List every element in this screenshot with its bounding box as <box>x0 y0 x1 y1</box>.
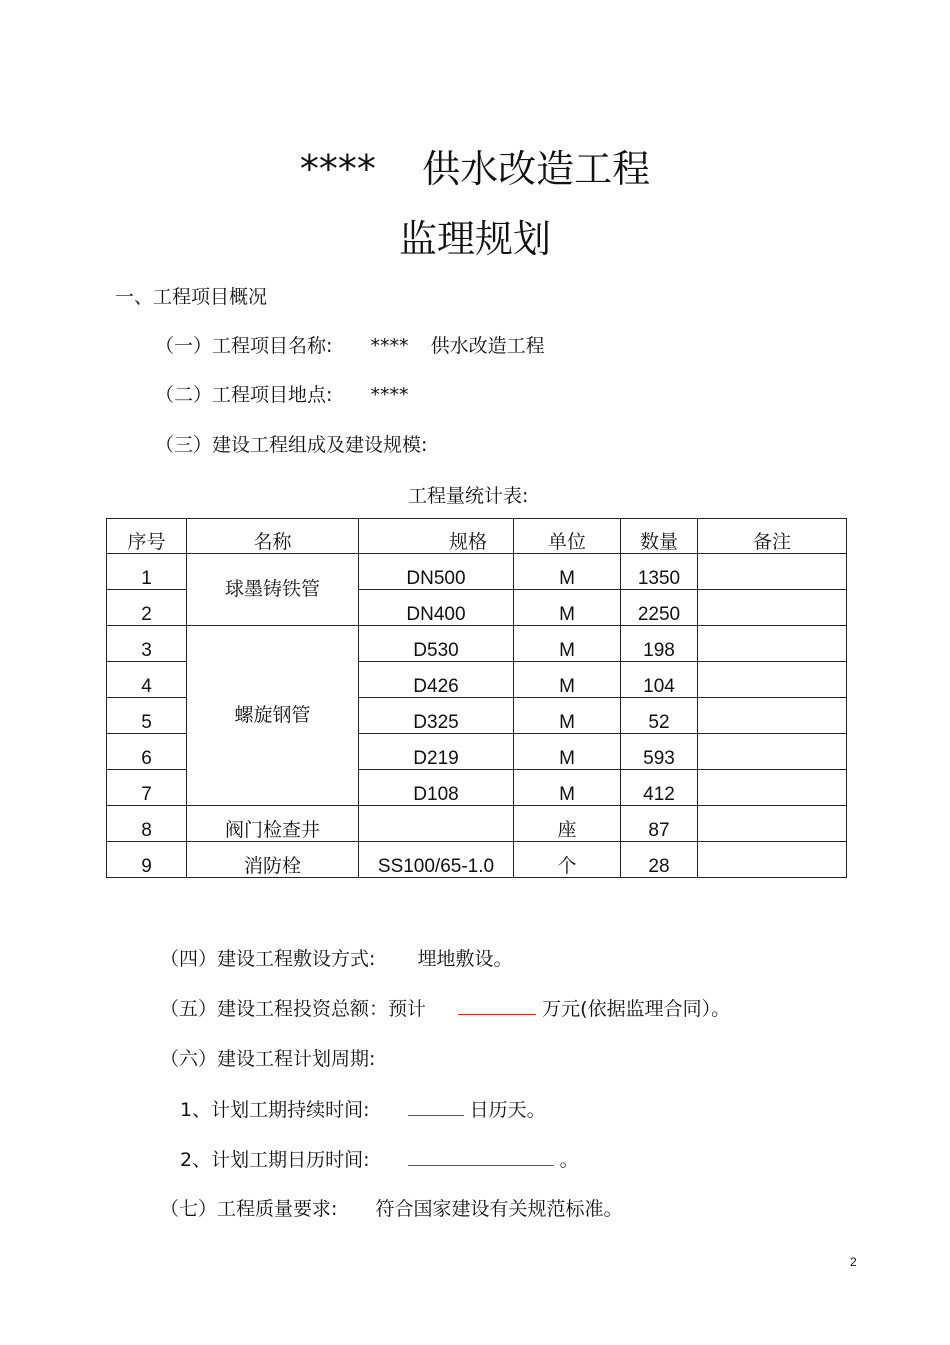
cell-qty: 104 <box>621 662 698 698</box>
cell-note <box>698 698 847 734</box>
cell-unit: M <box>514 770 621 806</box>
cell-note <box>698 662 847 698</box>
cell-name-valve-well: 阀门检查井 <box>187 806 359 842</box>
document-title <box>0 138 950 193</box>
cell-unit: 座 <box>514 806 621 842</box>
project-name-label: （一）工程项目名称: <box>155 335 333 357</box>
header-qty: 数量 <box>621 519 698 554</box>
cell-no: 6 <box>107 734 187 770</box>
calendar-line <box>180 1145 579 1172</box>
document-subtitle: 监理规划 <box>398 217 551 261</box>
section-heading: 一、工程项目概况 <box>115 286 268 308</box>
laying-method-value: 埋地敷设。 <box>417 948 513 970</box>
duration-days-blank[interactable] <box>408 1097 464 1116</box>
project-location-label: （二）工程项目地点: <box>155 384 333 406</box>
header-note: 备注 <box>698 519 847 554</box>
cell-spec <box>359 806 514 842</box>
project-name-stars: **** <box>370 335 409 357</box>
cell-note <box>698 842 847 878</box>
cell-no: 7 <box>107 770 187 806</box>
cell-qty: 28 <box>621 842 698 878</box>
investment-line <box>160 994 730 1021</box>
cell-qty: 198 <box>621 626 698 662</box>
cell-spec: DN500 <box>359 554 514 590</box>
cell-spec: DN400 <box>359 590 514 626</box>
cell-unit: 个 <box>514 842 621 878</box>
cell-qty: 1350 <box>621 554 698 590</box>
table-row <box>107 554 847 590</box>
cell-note <box>698 770 847 806</box>
cell-spec: D108 <box>359 770 514 806</box>
project-name-line <box>155 331 545 358</box>
cell-qty: 87 <box>621 806 698 842</box>
project-location-line <box>155 380 409 407</box>
header-no: 序号 <box>107 519 187 554</box>
cell-name-hydrant: 消防栓 <box>187 842 359 878</box>
duration-unit-text: 日历天。 <box>469 1099 546 1121</box>
cell-qty: 593 <box>621 734 698 770</box>
calendar-dates-blank[interactable] <box>408 1147 554 1166</box>
cell-note <box>698 734 847 770</box>
schedule-heading: （六）建设工程计划周期: <box>160 1048 376 1070</box>
quality-label: （七）工程质量要求: <box>160 1198 338 1220</box>
header-unit: 单位 <box>514 519 621 554</box>
cell-unit: M <box>514 590 621 626</box>
table-row <box>107 626 847 662</box>
quality-value: 符合国家建设有关规范标准。 <box>375 1198 623 1220</box>
table-row <box>107 806 847 842</box>
cell-unit: M <box>514 734 621 770</box>
quality-line <box>160 1194 623 1221</box>
header-name: 名称 <box>187 519 359 554</box>
cell-no: 3 <box>107 626 187 662</box>
cell-spec: SS100/65-1.0 <box>359 842 514 878</box>
cell-spec: D325 <box>359 698 514 734</box>
investment-label: （五）建设工程投资总额：预计 <box>160 998 427 1020</box>
page-number: 2 <box>850 1255 857 1269</box>
cell-name-ductile-iron: 球墨铸铁管 <box>187 554 359 626</box>
cell-spec: D426 <box>359 662 514 698</box>
quantity-table <box>106 518 847 878</box>
cell-no: 8 <box>107 806 187 842</box>
cell-unit: M <box>514 698 621 734</box>
cell-no: 4 <box>107 662 187 698</box>
cell-unit: M <box>514 662 621 698</box>
cell-spec: D219 <box>359 734 514 770</box>
title-project-name: 供水改造工程 <box>422 147 651 191</box>
project-location-value: **** <box>370 384 409 406</box>
cell-qty: 412 <box>621 770 698 806</box>
cell-qty: 2250 <box>621 590 698 626</box>
cell-note <box>698 554 847 590</box>
calendar-end-text: 。 <box>559 1149 579 1171</box>
cell-note <box>698 626 847 662</box>
duration-line <box>180 1095 546 1122</box>
laying-method-line <box>160 944 513 971</box>
header-spec: 规格 <box>359 519 514 554</box>
cell-unit: M <box>514 554 621 590</box>
duration-label: 1、计划工期持续时间: <box>180 1099 370 1121</box>
table-header-row <box>107 519 847 554</box>
cell-no: 9 <box>107 842 187 878</box>
title-stars: **** <box>299 147 376 191</box>
laying-method-label: （四）建设工程敷设方式: <box>160 948 376 970</box>
cell-note <box>698 806 847 842</box>
investment-amount-blank[interactable] <box>458 996 536 1015</box>
project-name-value: 供水改造工程 <box>430 335 545 357</box>
table-row <box>107 842 847 878</box>
cell-name-spiral-steel: 螺旋钢管 <box>187 626 359 806</box>
cell-no: 2 <box>107 590 187 626</box>
cell-no: 5 <box>107 698 187 734</box>
cell-no: 1 <box>107 554 187 590</box>
investment-unit-text: 万元(依据监理合同）。 <box>542 998 731 1020</box>
project-scale-label: （三）建设工程组成及建设规模: <box>155 434 428 456</box>
table-caption: 工程量统计表: <box>408 485 529 507</box>
cell-note <box>698 590 847 626</box>
calendar-label: 2、计划工期日历时间: <box>180 1149 370 1171</box>
cell-qty: 52 <box>621 698 698 734</box>
cell-spec: D530 <box>359 626 514 662</box>
cell-unit: M <box>514 626 621 662</box>
